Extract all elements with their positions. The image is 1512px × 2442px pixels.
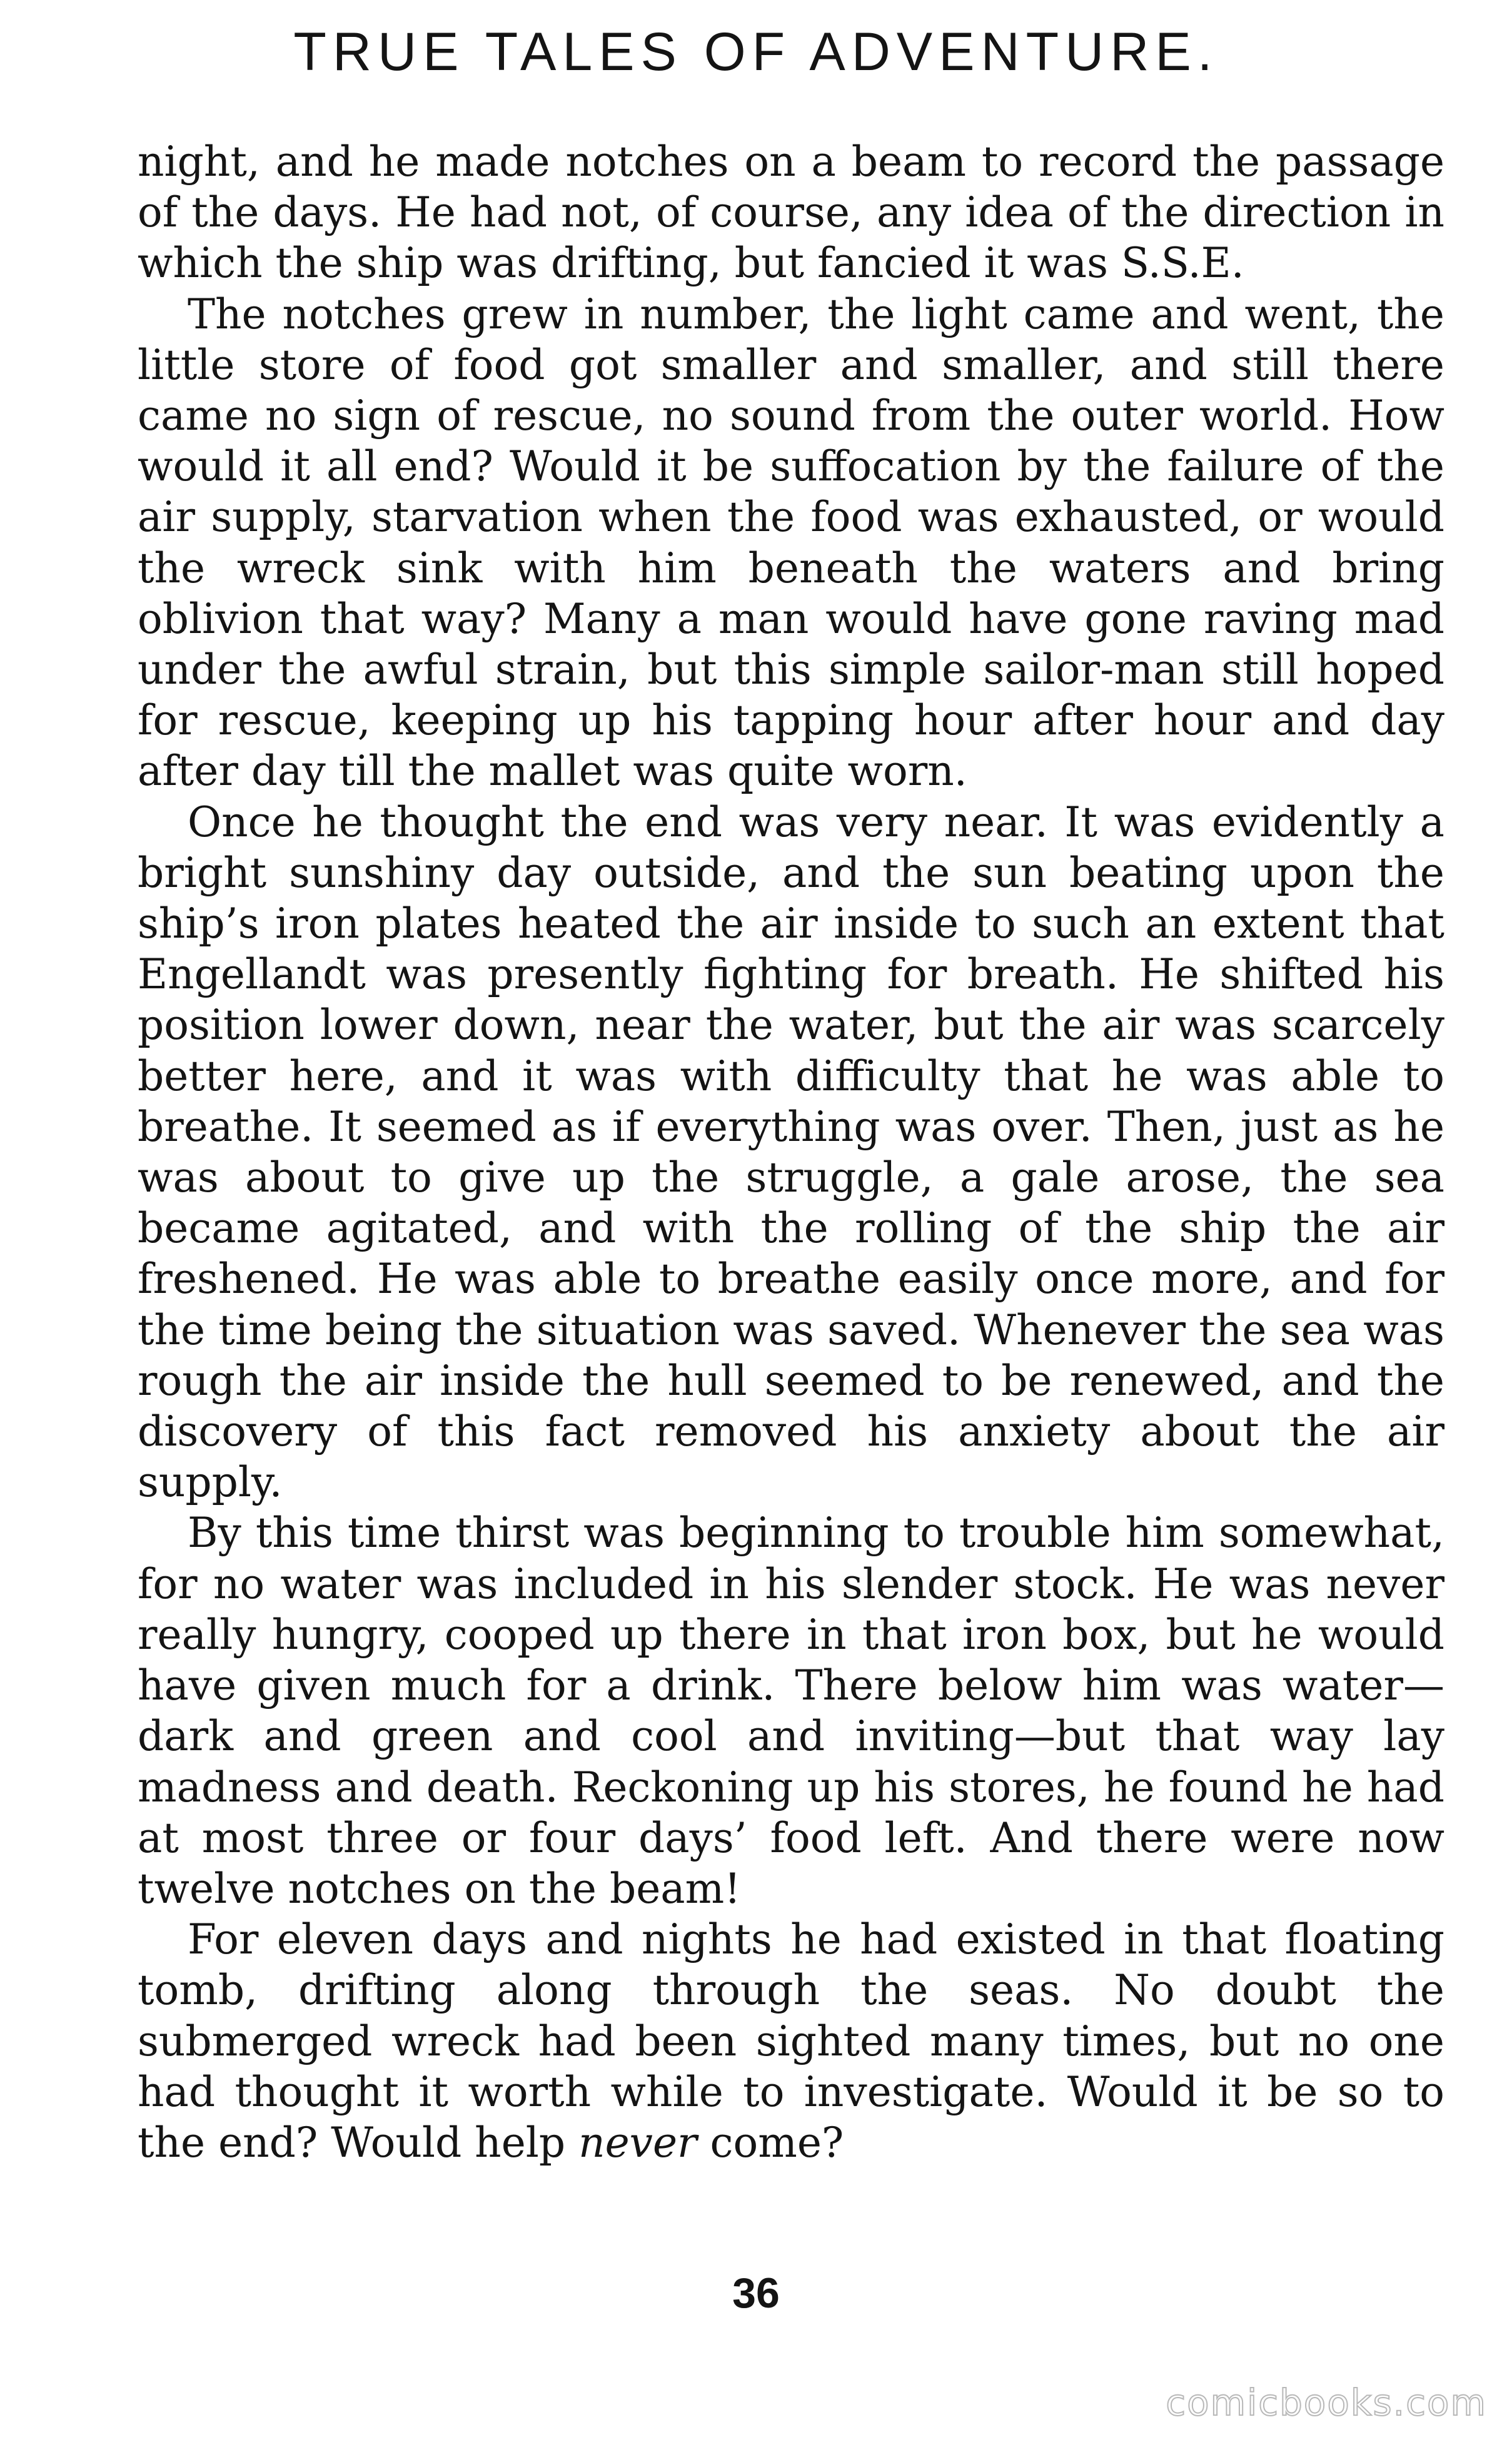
paragraph-2: The notches grew in number, the light came and went, the little store of food got smaller and smaller, and still there came no sign of rescue, no sound from the outer world. How would it all end? Would it be suffocation by the failure of the air supply, starvation when the food was exhausted, or would the wreck sink with him beneath the waters and bring oblivion that way? Many a man would have gone raving mad under the awful strain, but this simple sailor-man still hoped for rescue, keeping up his tapping hour after hour and day after day till the mallet was quite worn.	[138, 290, 1444, 796]
paragraph-5-end: come?	[697, 2118, 844, 2167]
emphasis-never: never	[578, 2118, 697, 2167]
paragraph-4: By this time thirst was beginning to trouble him somewhat, for no water was included in his slender stock. He was never really hungry, cooped up there in that iron box, but he would have given much for a drink. There below him was water—dark and green and cool and inviting—but that way lay madness and death. Reckoning up his stores, he found he had at most three or four days’ food left. And there were now twelve notches on the beam!	[138, 1509, 1444, 1913]
page-number: 36	[732, 2269, 780, 2317]
paragraph-5-text: For eleven days and nights he had existed in that floating tomb, drifting along through the seas. No doubt the submerged wreck had been sighted many times, but no one had thought it worth while to investigate. Would it be so to the end? Would help	[138, 1915, 1444, 2167]
body-text	[138, 136, 1444, 2168]
running-head: TRUE TALES OF ADVENTURE.	[293, 22, 1219, 82]
paragraph-3: Once he thought the end was very near. It was evidently a bright sunshiny day outside, and the sun beating upon the ship’s iron plates heated the air inside to such an extent that Engellandt was presently fighting for breath. He shifted his position lower down, near the water, but the air was scarcely better here, and it was with difficulty that he was able to breathe. It seemed as if everything was over. Then, just as he was about to give up the struggle, a gale arose, the sea became agitated, and with the rolling of the ship the air freshened. He was able to breathe easily once more, and for the time being the situation was saved. Whenever the sea was rough the air inside the hull seemed to be renewed, and the discovery of this fact removed his anxiety about the air supply.	[138, 798, 1444, 1507]
watermark: comicbooks.com	[1166, 2381, 1487, 2424]
paragraph-1: night, and he made notches on a beam to record the passage of the days. He had not, of course, any idea of the direction in which the ship was drifting, but fancied it was S.S.E.	[138, 138, 1444, 288]
paragraph-5	[138, 1914, 1444, 2168]
